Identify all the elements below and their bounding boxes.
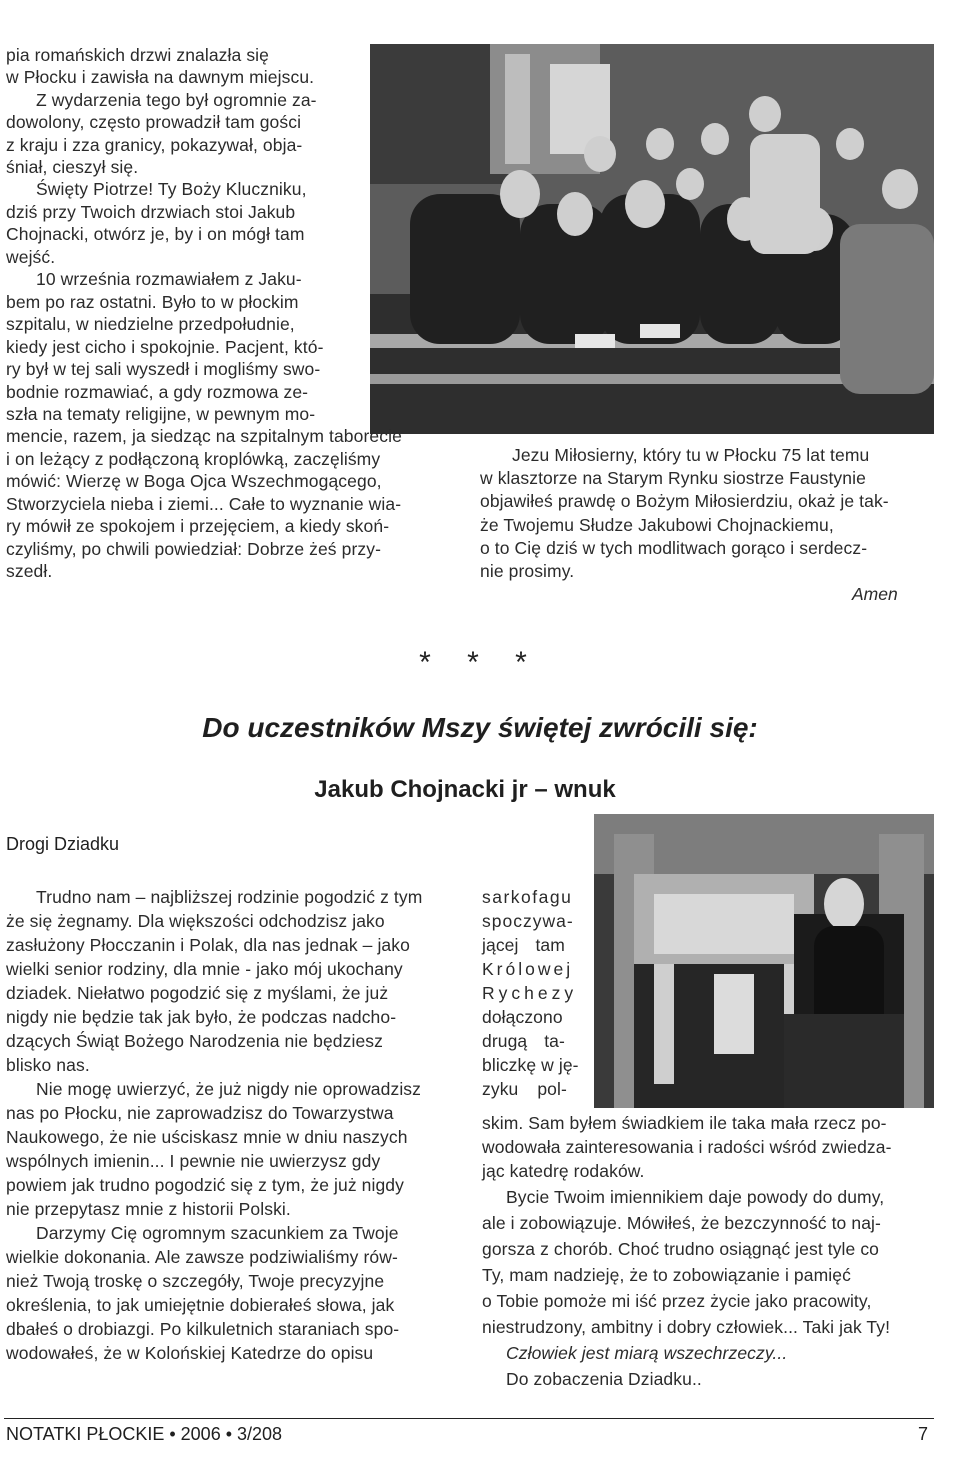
text-line: drugą ta- bbox=[482, 1031, 565, 1051]
text-line: Z wydarzenia tego był ogromnie za- bbox=[36, 90, 317, 110]
text-line: spoczywa- bbox=[482, 911, 574, 931]
page-number: 7 bbox=[918, 1424, 929, 1444]
text-line: wielkie dokonania. Ale zawsze podziwialiśmy rów- bbox=[6, 1247, 398, 1267]
text-line: dowolony, często prowadził tam gości bbox=[6, 112, 302, 132]
text-line: Trudno nam – najbliższej rodzinie pogodzić z tym bbox=[36, 887, 423, 907]
footer-rule bbox=[4, 1418, 934, 1419]
text-line: 10 września rozmawiałem z Jaku- bbox=[36, 269, 302, 289]
text-line: zasłużony Płocczanin i Polak, dla nas jednak – jako bbox=[6, 935, 410, 955]
text-line: ry mówił ze spokojem i przejęciem, a kiedy skoń- bbox=[6, 516, 390, 536]
text-line: blisko nas. bbox=[6, 1055, 90, 1075]
text-line: Jezu Miłosierny, który tu w Płocku 75 lat temu bbox=[512, 445, 870, 465]
text-line: czyliśmy, po chwili powiedział: Dobrze żeś przy- bbox=[6, 539, 381, 559]
text-line: wodowałeś, że w Kolońskiej Katedrze do opisu bbox=[6, 1343, 374, 1363]
text-line: skim. Sam byłem świadkiem ile taka mała rzecz po- bbox=[482, 1113, 887, 1133]
text-line: dziadek. Niełatwo pogodzić się z myślami, że już bbox=[6, 983, 389, 1003]
text-line: gorsza z chorób. Choć trudno osiągnąć jest tyle co bbox=[482, 1239, 880, 1259]
text-line: Do zobaczenia Dziadku.. bbox=[506, 1369, 702, 1389]
text-line: że Twojemu Słudze Jakubowi Chojnackiemu, bbox=[480, 515, 834, 535]
salutation: Drogi Dziadku bbox=[6, 834, 120, 854]
text-line: kiedy jest cicho i spokojnie. Pacjent, któ- bbox=[6, 337, 324, 357]
text-line: Bycie Twoim imiennikiem daje powody do dumy, bbox=[506, 1187, 885, 1207]
text-line: ry był w tej sali wyszedł i mogliśmy swo- bbox=[6, 359, 321, 379]
text-line: i on leżący z podłączoną kroplówką, zaczęliśmy bbox=[6, 449, 381, 469]
text-line: Nie mogę uwierzyć, że już nigdy nie oprowadzisz bbox=[36, 1079, 422, 1099]
text-line: Święty Piotrze! Ty Boży Kluczniku, bbox=[36, 179, 307, 199]
text-line: ale i zobowiązuje. Mówiłeś, że bezczynność to naj- bbox=[482, 1213, 881, 1233]
text-line: wspólnych imienin... I pewnie nie uwierzysz gdy bbox=[6, 1151, 381, 1171]
text-line: Chojnacki, otwórz je, by i on mógł tam bbox=[6, 224, 305, 244]
text-line: Naukowego, że nie uściskasz mnie w dniu naszych bbox=[6, 1127, 408, 1147]
text-line: Rychezy bbox=[482, 983, 578, 1003]
text-line: dołączono bbox=[482, 1007, 563, 1027]
text-line: jącej tam bbox=[482, 935, 565, 955]
text-line: Królowej bbox=[482, 959, 574, 979]
text-line: zyku pol- bbox=[482, 1079, 567, 1099]
text-line: powiem jak trudno pogodzić się z tym, że już nigdy bbox=[6, 1175, 404, 1195]
text-line: dzących Świąt Bożego Narodzenia nie będziesz bbox=[6, 1031, 383, 1051]
text-line: sarkofagu bbox=[482, 887, 573, 907]
footer-publication: NOTATKI PŁOCKIE • 2006 • 3/208 bbox=[6, 1424, 283, 1444]
text-line: śniał, cieszył się. bbox=[6, 157, 139, 177]
text-line: w Płocku i zawisła na dawnym miejscu. bbox=[6, 67, 315, 87]
speaker-photo bbox=[594, 814, 934, 1108]
amen-text: Amen bbox=[852, 584, 898, 604]
text-line: wejść. bbox=[6, 247, 56, 267]
text-line: pia romańskich drzwi znalazła się bbox=[6, 45, 269, 65]
text-line: bodnie rozmawiać, a gdy rozmowa ze- bbox=[6, 382, 309, 402]
text-line: Ty, mam nadzieję, że to zobowiązanie i pamięć bbox=[482, 1265, 851, 1285]
text-line: z kraju i zza granicy, pokazywał, obja- bbox=[6, 135, 303, 155]
congregation-photo bbox=[370, 44, 934, 434]
text-line: jąc katedrę rodaków. bbox=[482, 1161, 645, 1181]
text-line: określenia, to jak umiejętnie dobierałeś słowa, jak bbox=[6, 1295, 395, 1315]
text-line: o to Cię dziś w tych modlitwach gorąco i serdecz- bbox=[480, 538, 868, 558]
text-line: dziś przy Twoich drzwiach stoi Jakub bbox=[6, 202, 296, 222]
section-heading: Do uczestników Mszy świętej zwrócili się: bbox=[202, 712, 758, 743]
speaker-heading: Jakub Chojnacki jr – wnuk bbox=[314, 776, 616, 803]
text-line: bliczkę w ję- bbox=[482, 1055, 579, 1075]
text-line: w klasztorze na Starym Rynku siostrze Faustynie bbox=[480, 468, 866, 488]
text-line: dbałeś o drobiazgi. Po kilkuletnich staraniach spo- bbox=[6, 1319, 400, 1339]
text-line: mencie, razem, ja siedząc na szpitalnym taborecie bbox=[6, 426, 402, 446]
text-line: Darzymy Cię ogromnym szacunkiem za Twoje bbox=[36, 1223, 399, 1243]
text-line: wielki senior rodziny, dla mnie - jako mój ukochany bbox=[6, 959, 403, 979]
text-line: niestrudzony, ambitny i dobry człowiek... Taki jak Ty! bbox=[482, 1317, 891, 1337]
text-line: nas po Płocku, nie zaprowadzisz do Towarzystwa bbox=[6, 1103, 394, 1123]
text-line: wodowała zainteresowania i radości wśród zwiedza- bbox=[482, 1137, 892, 1157]
text-line: nigdy nie będzie tak jak było, że podczas nadcho- bbox=[6, 1007, 397, 1027]
text-line: mówić: Wierzę w Boga Ojca Wszechmogącego, bbox=[6, 471, 382, 491]
text-line: że się żegnamy. Dla większości odchodzisz jako bbox=[6, 911, 385, 931]
text-line: Stworzyciela nieba i ziemi... Całe to wyznanie wia- bbox=[6, 494, 402, 514]
section-separator: * * * bbox=[419, 646, 541, 679]
text-line: nie przepytasz mnie z historii Polski. bbox=[6, 1199, 291, 1219]
text-line: szła na tematy religijne, w pewnym mo- bbox=[6, 404, 316, 424]
text-line: objawiłeś prawdę o Bożym Miłosierdziu, okaż je tak- bbox=[480, 491, 889, 511]
text-line: nież Twoją troskę o szczegóły, Twoje precyzyjne bbox=[6, 1271, 385, 1291]
text-line: nie prosimy. bbox=[480, 561, 575, 581]
text-line: szpitalu, w niedzielne przedpołudnie, bbox=[6, 314, 295, 334]
quote-line: Człowiek jest miarą wszechrzeczy... bbox=[506, 1343, 788, 1363]
text-line: bem po raz ostatni. Było to w płockim bbox=[6, 292, 299, 312]
text-line: szedł. bbox=[6, 561, 53, 581]
text-line: o Tobie pomoże mi iść przez życie jako pracowity, bbox=[482, 1291, 872, 1311]
